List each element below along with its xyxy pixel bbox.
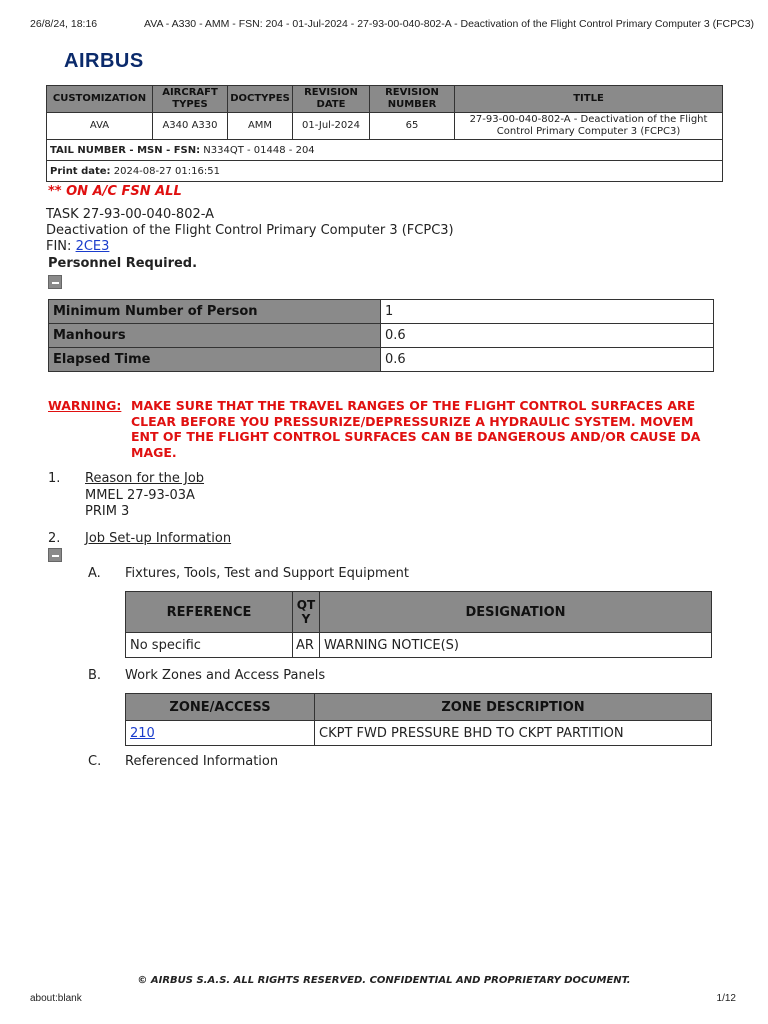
zone-access-cell [126,721,315,746]
table-row [49,348,714,372]
designation-value: WARNING NOTICE(S) [320,633,712,658]
table-row [126,633,712,658]
header-aircraft-types: AIRCRAFT TYPES [153,86,228,113]
print-date-value: 2024-08-27 01:16:51 [110,165,220,177]
task-title: Deactivation of the Flight Control Primary Computer 3 (FCPC3) [46,223,454,238]
airbus-logo: AIRBUS [64,50,144,72]
warning-label: WARNING: [48,398,122,413]
elapsed-time-value: 0.6 [381,348,714,372]
sub-c-letter: C. [88,754,102,769]
copyright-footer: © AIRBUS S.A.S. ALL RIGHTS RESERVED. CONFIDENTIAL AND PROPRIETARY DOCUMENT. [137,975,631,986]
header-revision-number: REVISION NUMBER [370,86,455,113]
warning-line: MAKE SURE THAT THE TRAVEL RANGES OF THE FLIGHT CONTROL SURFACES ARE [131,398,696,413]
zone-description-value: CKPT FWD PRESSURE BHD TO CKPT PARTITION [315,721,712,746]
doctypes-value: AMM [228,113,293,140]
print-date-row [47,161,723,182]
header-customization: CUSTOMIZATION [47,86,153,113]
manhours-value: 0.6 [381,324,714,348]
sub-b-title: Work Zones and Access Panels [125,668,326,683]
tail-number-value: N334QT - 01448 - 204 [200,144,315,156]
print-doc-title: AVA - A330 - AMM - FSN: 204 - 01-Jul-2024 - 27-93-00-040-802-A - Deactivation of the Flight Control Primary Computer 3 (FCPC3) [144,18,755,30]
step-1-line: MMEL 27-93-03A [85,488,195,503]
personnel-heading: Personnel Required. [48,256,198,271]
applicability-note: ** ON A/C FSN ALL [48,184,182,199]
sub-a-title: Fixtures, Tools, Test and Support Equipment [125,566,409,581]
table-row [126,721,712,746]
header-reference: REFERENCE [126,592,293,633]
tools-table [125,591,712,658]
collapse-personnel-icon[interactable] [48,275,62,289]
header-doctypes: DOCTYPES [228,86,293,113]
header-zone-access: ZONE/ACCESS [126,694,315,721]
fin-label: FIN: [46,239,76,254]
personnel-table [48,299,714,372]
header-zone-description: ZONE DESCRIPTION [315,694,712,721]
revision-date-value: 01-Jul-2024 [293,113,370,140]
task-number: TASK 27-93-00-040-802-A [46,207,215,222]
customization-value: AVA [47,113,153,140]
header-designation: DESIGNATION [320,592,712,633]
qty-value: AR [293,633,320,658]
header-qty: QT Y [293,592,320,633]
document-metadata-table [46,85,723,182]
print-url: about:blank [30,993,82,1004]
header-title: TITLE [455,86,723,113]
print-datetime: 26/8/24, 18:16 [30,18,98,30]
revision-number-value: 65 [370,113,455,140]
tail-number-label: TAIL NUMBER - MSN - FSN: [50,144,201,156]
step-2-title: Job Set-up Information [85,531,232,546]
min-persons-label: Minimum Number of Person [49,300,381,324]
sub-b-letter: B. [88,668,102,683]
warning-line: CLEAR BEFORE YOU PRESSURIZE/DEPRESSURIZE A HYDRAULIC SYSTEM. MOVEM [131,413,694,429]
table-row [49,324,714,348]
fin-link[interactable]: 2CE3 [75,239,110,254]
sub-a-letter: A. [88,566,101,581]
table-row [49,300,714,324]
fin-line [46,239,109,255]
step-1-number: 1. [48,471,61,486]
zones-table [125,693,712,746]
collapse-setup-icon[interactable] [48,548,62,562]
step-1-title: Reason for the Job [85,471,205,486]
header-revision-date: REVISION DATE [293,86,370,113]
manhours-label: Manhours [49,324,381,348]
warning-text [131,398,731,460]
step-1-line: PRIM 3 [85,504,130,519]
page-number: 1/12 [716,993,736,1004]
title-value: 27-93-00-040-802-A - Deactivation of the Flight Control Primary Computer 3 (FCPC3) [455,113,723,140]
print-date-label: Print date: [50,165,111,177]
step-2-number: 2. [48,531,61,546]
warning-line: ENT OF THE FLIGHT CONTROL SURFACES CAN BE DANGEROUS AND/OR CAUSE DA [131,429,701,444]
zone-210-link[interactable]: 210 [130,725,155,741]
sub-c-title: Referenced Information [125,754,279,769]
tail-number-row [47,140,723,161]
min-persons-value: 1 [381,300,714,324]
elapsed-time-label: Elapsed Time [49,348,381,372]
warning-line: MAGE. [131,444,177,460]
reference-value: No specific [126,633,293,658]
aircraft-types-value: A340 A330 [153,113,228,140]
